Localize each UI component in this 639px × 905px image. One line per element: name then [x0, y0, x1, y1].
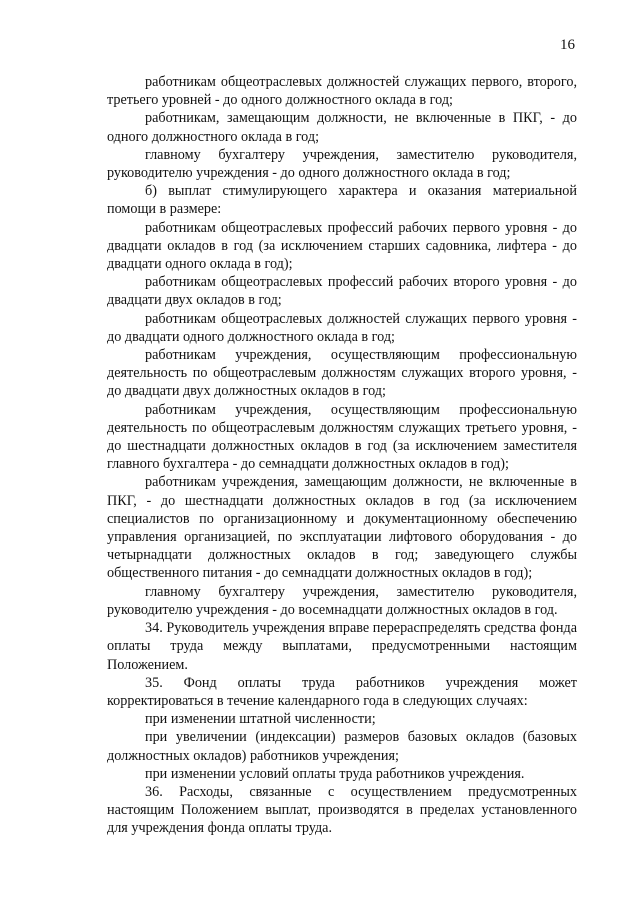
paragraph: работникам общеотраслевых профессий рабочих второго уровня - до двадцати двух окладов в год; — [107, 274, 577, 309]
paragraph: при изменении условий оплаты труда работников учреждения. — [145, 765, 525, 782]
document-body — [107, 73, 577, 838]
paragraph: работникам учреждения, осуществляющим профессиональную деятельность по общеотраслевым должностям служащих второго уровня, - до двадцати двух должностных окладов в год; — [107, 347, 577, 400]
paragraph: главному бухгалтеру учреждения, заместителю руководителя, руководителю учреждения - до одного должностного оклада в год; — [107, 146, 577, 182]
paragraph: работникам учреждения, замещающим должности, не включенные в ПКГ, - до шестнадцати должностных окладов в год (за исключением специалистов по организационному и документационному обеспечению управления организацией, по эксплуатации лифтового оборудования - до четырнадцати должностных окладов в год; заведующего службы общественного питания - до семнадцати должностных окладов в год); — [107, 474, 577, 582]
paragraph: работникам общеотраслевых должностей служащих первого уровня - до двадцати одного должностного оклада в год; — [107, 310, 577, 345]
paragraph: главному бухгалтеру учреждения, заместителю руководителя, руководителю учреждения - до восемнадцати должностных окладов в год. — [107, 583, 577, 618]
paragraph: работникам общеотраслевых должностей служащих первого, второго, третьего уровней - до одного должностного оклада в год; — [107, 74, 577, 109]
paragraph: 35. Фонд оплаты труда работников учреждения может корректироваться в течение календарного года в следующих случаях: — [107, 674, 577, 709]
paragraph: работникам учреждения, осуществляющим профессиональную деятельность по общеотраслевым должностям служащих третьего уровня, - до шестнадцати должностных окладов в год (за исключением заместителя главного бухгалтера - до семнадцати должностных окладов в год); — [107, 401, 577, 473]
paragraph: при изменении штатной численности; — [145, 711, 376, 728]
paragraph: работникам, замещающим должности, не включенные в ПКГ, - до одного должностного оклада в год; — [107, 110, 577, 145]
page-number: 16 — [560, 37, 575, 53]
paragraph: б) выплат стимулирующего характера и оказания материальной помощи в размере: — [107, 183, 577, 218]
paragraph: при увеличении (индексации) размеров базовых окладов (базовых должностных окладов) работников учреждения; — [107, 729, 577, 764]
paragraph: 34. Руководитель учреждения вправе перераспределять средства фонда оплаты труда между выплатами, предусмотренными настоящим Положением. — [107, 620, 577, 673]
paragraph: 36. Расходы, связанные с осуществлением предусмотренных настоящим Положением выплат, производятся в пределах установленного для учреждения фонда оплаты труда. — [107, 783, 577, 837]
paragraph: работникам общеотраслевых профессий рабочих первого уровня - до двадцати окладов в год (за исключением старших садовника, лифтера - до двадцати одного оклада в год); — [107, 219, 577, 273]
